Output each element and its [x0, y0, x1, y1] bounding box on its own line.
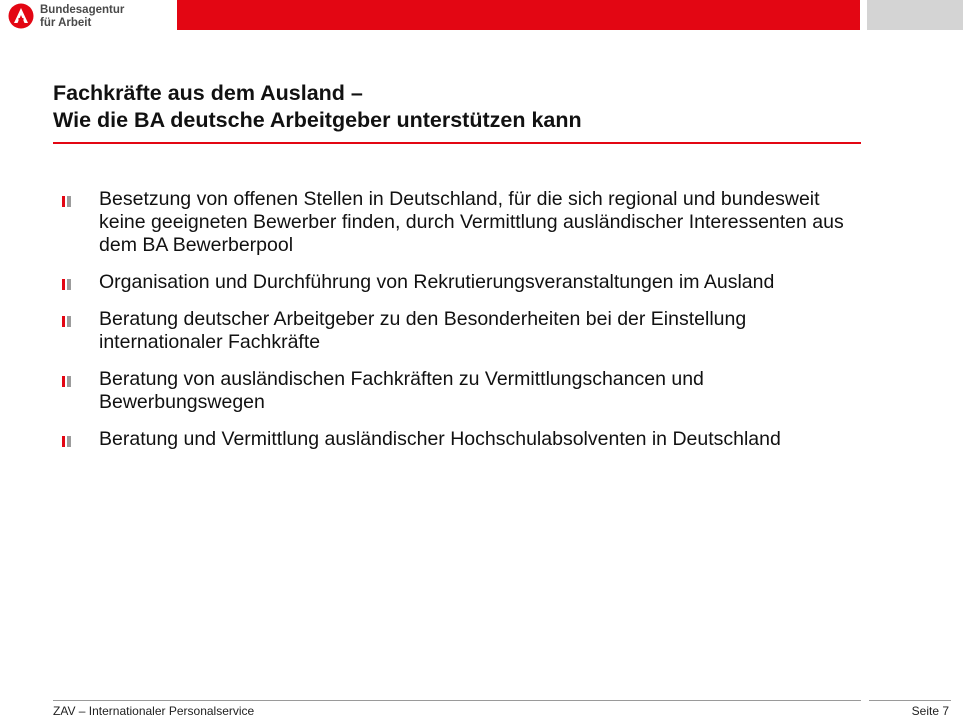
bullet-marker-icon	[62, 376, 71, 387]
footer-department: ZAV – Internationaler Personalservice	[53, 704, 255, 718]
bullet-item	[62, 188, 862, 257]
bullet-marker-icon	[62, 279, 71, 290]
bullet-list	[62, 188, 862, 465]
bullet-marker-icon	[62, 196, 71, 207]
bullet-text: Besetzung von offenen Stellen in Deutschland, für die sich regional und bundesweit keine geeigneten Bewerber finden, durch Vermittlung ausländischer Interessenten aus dem BA Bewerberpool	[99, 188, 844, 256]
logo-line-1: Bundesagentur	[40, 4, 125, 16]
bullet-text: Organisation und Durchführung von Rekrutierungsveranstaltungen im Ausland	[99, 271, 775, 293]
logo-line-2: für Arbeit	[40, 17, 92, 29]
bullet-text: Beratung und Vermittlung ausländischer Hochschulabsolventen in Deutschland	[99, 428, 781, 450]
ba-logo-icon	[8, 3, 34, 29]
header-gray-bar	[867, 0, 963, 30]
page-number: Seite 7	[911, 704, 949, 718]
slide-title	[53, 80, 858, 134]
footer-divider-right	[869, 700, 951, 701]
bullet-marker-icon	[62, 436, 71, 447]
header-red-bar	[177, 0, 860, 30]
bullet-item	[62, 428, 862, 451]
slide-title-line-2: Wie die BA deutsche Arbeitgeber unterstützen kann	[53, 108, 582, 132]
footer-divider-left	[53, 700, 861, 701]
bullet-item	[62, 308, 862, 354]
bullet-item	[62, 368, 862, 414]
slide-title-line-1: Fachkräfte aus dem Ausland –	[53, 81, 363, 105]
bullet-text: Beratung deutscher Arbeitgeber zu den Besonderheiten bei der Einstellung internationaler Fachkräfte	[99, 308, 747, 353]
bullet-text: Beratung von ausländischen Fachkräften zu Vermittlungschancen und Bewerbungswegen	[99, 368, 704, 413]
ba-logo	[8, 3, 168, 35]
logo-wordmark	[40, 4, 124, 30]
title-divider	[53, 142, 861, 144]
bullet-item	[62, 271, 862, 294]
bullet-marker-icon	[62, 316, 71, 327]
